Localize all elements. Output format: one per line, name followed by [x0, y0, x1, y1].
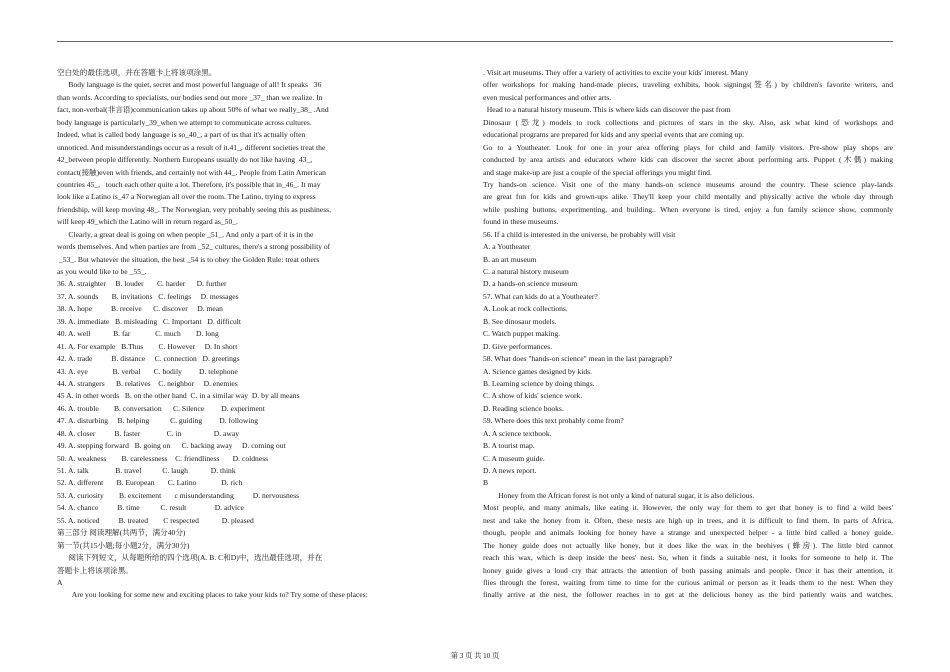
text-line: 42_between people differently. Northern Europeans usually do not like having 43_,	[57, 155, 313, 165]
question-line: 56. If a child is interested in the universe, he probably will visit	[483, 229, 676, 239]
text-line: words themselves. And when parties are from _52_ cultures, there's a strong possibility of	[57, 242, 331, 252]
text-line: body language is particularly_39_when we attempt to communicate across cultures.	[57, 117, 312, 127]
option-line: A. Look at rock collections.	[483, 304, 568, 314]
text-line: _53_. But whatever the situation, the best _54 is to obey the Golden Rule: treat others	[57, 254, 320, 264]
text-line: reach this wax, which is deep inside the bees' nest. So, when it finds a suitable nest, it looks for someone to help it. The	[483, 553, 893, 563]
text-line: look like a Latino is_47 a Norwegian all over the room. The Latino, trying to express	[57, 192, 316, 202]
text-line: flies through the forest, waiting from time to time for the curious animal or person as it leads them to the nest. When they	[483, 577, 893, 587]
text-line: as you would like to be _55_.	[57, 267, 147, 276]
right-column	[483, 67, 893, 602]
text-line: The honey guide does not actually like honey, but it does like the wax in the beehives (蜂房). The little bird cannot	[483, 540, 893, 550]
text-line: found in these museums.	[483, 217, 559, 227]
passage-label: A	[57, 577, 63, 587]
text-line: 空白处的最佳选项，并在答题卡上将该项涂黑。	[57, 68, 217, 77]
option-line: C. A museum guide.	[483, 453, 545, 463]
text-line: countries 45_, touch each other quite a lot. Therefore, it's possible that in_46_. It may	[57, 179, 321, 189]
text-line: Dinosaur (恐龙) models to rock collections and pictures of stars in the sky. Also, ask what kind of workshops and	[483, 117, 893, 127]
header-rule	[57, 41, 893, 42]
text-line: Most people, and many animals, like eating it. However, the only way for them to get that honey is to find a wild bees'	[483, 503, 893, 513]
page-number-footer: 第 3 页 共 10 页	[450, 652, 500, 660]
text-line: unnoticed. And misunderstandings occur as a result of it.41_, different societies treat the	[57, 142, 326, 152]
option-line: 48. A. closer B. faster C. in D. away	[57, 428, 240, 438]
option-line: 44. A. strangers B. relatives C. neighbor D. enemies	[57, 378, 238, 388]
option-line: A. Science games designed by kids.	[483, 366, 593, 376]
option-line: B. Learning science by doing things.	[483, 378, 595, 388]
option-line: 37. A. sounds B. invitations C. feelings D. messages	[57, 291, 239, 301]
text-line: . Visit art museums. They offer a variety of activities to excite your kids' interest. Many	[483, 68, 749, 77]
text-line: Indeed, what is called body language is so_40_, a part of us that it's actually often	[57, 130, 306, 140]
option-line: 50. A. weakness B. carelessness C. friendliness D. coldness	[57, 453, 269, 463]
option-line: A. a Youtheater	[483, 242, 531, 252]
option-line: 51. A. talk B. travel C. laugh D. think	[57, 466, 236, 475]
text-line: fact, non-verbal(非言语)communication takes up about 50% of what we really_38_ .And	[57, 105, 329, 115]
text-line: Body language is the quiet, secret and most powerful language of all! It speaks 36	[57, 80, 322, 90]
text-line: while pushing buttons, experimenting, and building.. When everyone is tired, enjoy a fun family science show, commonly	[483, 204, 893, 214]
section-heading: 第一节(共15小题;每小题2分，满分30分)	[57, 540, 190, 550]
text-line: conducted by area artists and educators where kids can discover the secret about performing arts. Puppet (木偶) making	[483, 155, 893, 165]
option-line: D. A news report.	[483, 466, 537, 475]
text-line: Are you looking for some new and exciting places to take your kids to? Try some of these places:	[57, 590, 368, 600]
option-line: 45 A. in other words B. on the other hand C. in a similar way D. by all means	[57, 391, 300, 401]
question-line: 57. What can kids do at a Youtheater?	[483, 291, 598, 301]
option-line: D. Give performances.	[483, 341, 553, 351]
option-line: 38. A. hope B. receive C. discover D. mean	[57, 304, 223, 314]
option-line: 54. A. chance B. time C. result D. advice	[57, 503, 244, 513]
option-line: 39. A. immediate B. misleading C. Important D. difficult	[57, 316, 241, 326]
instruction-line: 答题卡上将该项涂黑。	[57, 565, 133, 575]
text-line: though, people and animals looking for honey have a strange and unexpected helper - a little bird called a honey guide.	[483, 528, 893, 538]
option-line: B. See dinosaur models.	[483, 316, 557, 326]
text-line: contact(接触)even with friends, and certainly not with 44_. People from Latin American	[57, 167, 326, 177]
option-line: 40. A. well B. far C. much D. long	[57, 329, 219, 339]
text-line: are great fun for kids and grown-ups alike. They'll keep your child mentally and physically active the whole day through	[483, 192, 893, 202]
text-line: than words. According to specialists, our bodies send out more _37_ than we realize. In	[57, 92, 323, 102]
text-line: honey guide gives a loud cry that attracts the attention of both passing animals and people. Once it has their attention, it	[483, 565, 893, 575]
option-line: 55. A. noticed B. treated C respected D. pleased	[57, 515, 254, 525]
instruction-line: 阅读下列短文，从每题所给的四个选项(A. B. C和D)中，选出最佳选项，并在	[57, 553, 323, 563]
text-line: educational programs are prepared for kids and any special events that are coming up.	[483, 130, 745, 140]
text-line: will keep 49_which the Latino will in return regard as_50_.	[57, 217, 238, 227]
option-line: B. an art museum	[483, 254, 537, 264]
text-line: Honey from the African forest is not only a kind of natural sugar, it is also delicious.	[483, 490, 755, 500]
option-line: 41. A. For example B.Thus C. However D. In short	[57, 341, 238, 351]
option-line: C. A show of kids' science work.	[483, 391, 583, 401]
text-line: Go to a Youtheater. Look for one in your area offering plays for child and family visitors. Pre-show play shops are	[483, 142, 893, 152]
text-line: and stage make-up are just a couple of the special offerings you might find.	[483, 167, 712, 177]
option-line: 43. A. eye B. verbal C. bodily D. telephone	[57, 366, 238, 376]
option-line: 49. A. stepping forward B. going on C. backing away D. coming out	[57, 441, 286, 451]
text-line: even musical performances and other arts.	[483, 92, 612, 102]
text-line: finally arrive at the nest, the follower reaches in to get at the delicious honey as the bird patiently waits and watches.	[483, 590, 893, 600]
option-line: 53. A. curiosity B. excitement c misunderstanding D. nervousness	[57, 490, 300, 500]
option-line: A. A science textbook.	[483, 428, 552, 438]
option-line: 47. A. disturbing B. helping C. guiding D. following	[57, 416, 259, 426]
option-line: 42. A. trade B. distance C. connection D. greetings	[57, 354, 240, 364]
text-line: offer workshops for making hand-made pieces, traveling exhibits, book signings(签名) by children's favorite writers, and	[483, 80, 893, 90]
question-line: 58. What does "hands-on science" mean in the last paragraph?	[483, 354, 673, 364]
section-heading: 第三部分 阅读理解(共两节，满分40分)	[57, 528, 186, 538]
option-line: 46. A. trouble B. conversation C. Silence D. experiment	[57, 403, 265, 413]
left-column	[57, 67, 387, 602]
option-line: C. Watch puppet making.	[483, 329, 561, 339]
text-line: friendship, will keep moving 48_. The Norwegian, very probably seeing this as pushiness,	[57, 204, 332, 214]
option-line: C. a natural history museum	[483, 267, 569, 276]
text-line: Clearly, a great deal is going on when people _51_. And only a part of it is in the	[57, 229, 314, 239]
question-line: 59. Where does this text probably come from?	[483, 416, 624, 426]
option-line: D. a hands-on science museum	[483, 279, 578, 289]
option-line: 36. A. straighter B. louder C. harder D. further	[57, 279, 227, 289]
option-line: 52. A. different B. European C. Latino D. rich	[57, 478, 243, 488]
text-line: Head to a natural history museum. This is where kids can discover the past from	[483, 105, 731, 115]
text-line: Try hands-on science. Visit one of the many hands-on science museums around the country. These science play-lands	[483, 179, 893, 189]
passage-label: B	[483, 478, 489, 488]
option-line: B. A tourist map.	[483, 441, 535, 451]
text-line: nest and take the honey from it. Often, these nests are high up in trees, and it is difficult to find them. In parts of Africa,	[483, 515, 893, 525]
option-line: D. Reading science books.	[483, 403, 564, 413]
